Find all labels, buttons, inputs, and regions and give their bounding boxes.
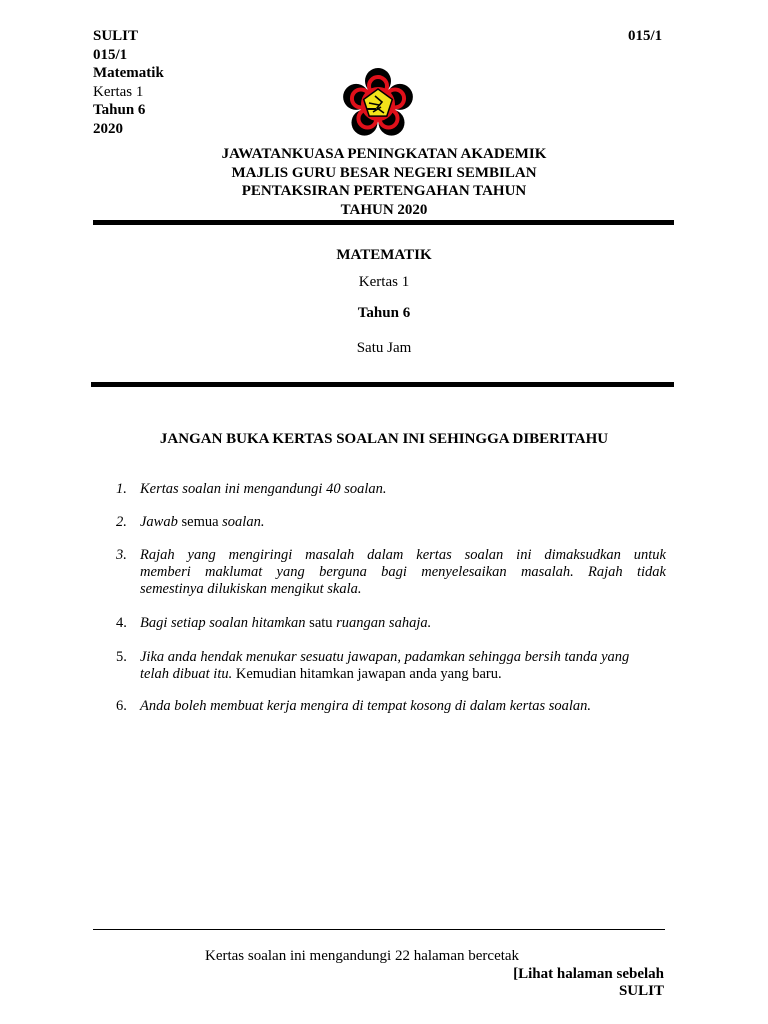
instruction-4 (116, 615, 666, 632)
header-left (93, 27, 164, 138)
instruction-emphasis: satu (309, 615, 333, 631)
paper-label: Kertas 1 (93, 83, 144, 100)
instruction-text: ruangan sahaja. (336, 615, 432, 631)
flower-crest-icon (340, 66, 416, 142)
instruction-5 (116, 649, 666, 683)
instruction-text: telah dibuat itu. (140, 666, 233, 682)
org-line-1: JAWATANKUASA PENINGKATAN AKADEMIK (221, 146, 547, 162)
instruction-text: Rajah yang mengiringi masalah dalam kertas soalan ini dimaksudkan untuk (140, 547, 666, 563)
instruction-number: 1. (116, 481, 127, 497)
org-line-3: PENTAKSIRAN PERTENGAHAN TAHUN (241, 183, 527, 199)
instruction-text: Jawab (140, 514, 178, 530)
instruction-3 (116, 547, 666, 598)
instruction-text: Kertas soalan ini mengandungi 40 soalan. (140, 481, 387, 497)
instruction-number: 6. (116, 698, 127, 714)
instruction-text: Bagi setiap soalan hitamkan (140, 615, 306, 631)
instruction-text: memberi maklumat yang berguna bagi menyelesaikan masalah. Rajah tidak (140, 564, 666, 580)
instruction-6 (116, 698, 666, 715)
header-right-code: 015/1 (628, 28, 663, 44)
instruction-number: 4. (116, 615, 127, 631)
org-line-2: MAJLIS GURU BESAR NEGERI SEMBILAN (231, 164, 537, 181)
do-not-open-warning: JANGAN BUKA KERTAS SOALAN INI SEHINGGA DIBERITAHU (159, 431, 609, 447)
paper-number: Kertas 1 (358, 274, 410, 290)
paper-subject: MATEMATIK (336, 247, 432, 263)
org-heading (0, 145, 768, 219)
paper-duration: Satu Jam (356, 340, 412, 356)
footer-rule (93, 929, 665, 930)
sulit-label: SULIT (93, 28, 139, 44)
page-count-note: Kertas soalan ini mengandungi 22 halaman bercetak (205, 948, 520, 964)
next-page-note: [Lihat halaman sebelah (513, 966, 664, 982)
instruction-1 (116, 481, 666, 498)
org-line-4: TAHUN 2020 (340, 201, 428, 218)
middle-rule (91, 382, 674, 387)
instruction-text: soalan. (222, 514, 265, 530)
paper-code: 015/1 (93, 46, 128, 63)
instruction-emphasis: semua (181, 514, 219, 530)
instruction-number: 3. (116, 547, 127, 563)
instruction-text: Jika anda hendak menukar sesuatu jawapan, padamkan sehingga bersih tanda yang (140, 649, 630, 665)
subject-label: Matematik (93, 65, 164, 81)
top-rule (93, 220, 674, 225)
instruction-text: Anda boleh membuat kerja mengira di tempat kosong di dalam kertas soalan. (140, 698, 592, 714)
instruction-2 (116, 514, 666, 531)
footer-sulit: SULIT (618, 983, 664, 999)
instruction-number: 5. (116, 649, 127, 665)
instruction-number: 2. (116, 514, 127, 530)
exam-year: 2020 (93, 120, 123, 137)
year-label: Tahun 6 (93, 102, 146, 118)
instruction-text: semestinya dilukiskan mengikut skala. (140, 581, 362, 597)
instruction-text: Kemudian hitamkan jawapan anda yang baru. (235, 666, 502, 682)
paper-year: Tahun 6 (357, 305, 411, 321)
